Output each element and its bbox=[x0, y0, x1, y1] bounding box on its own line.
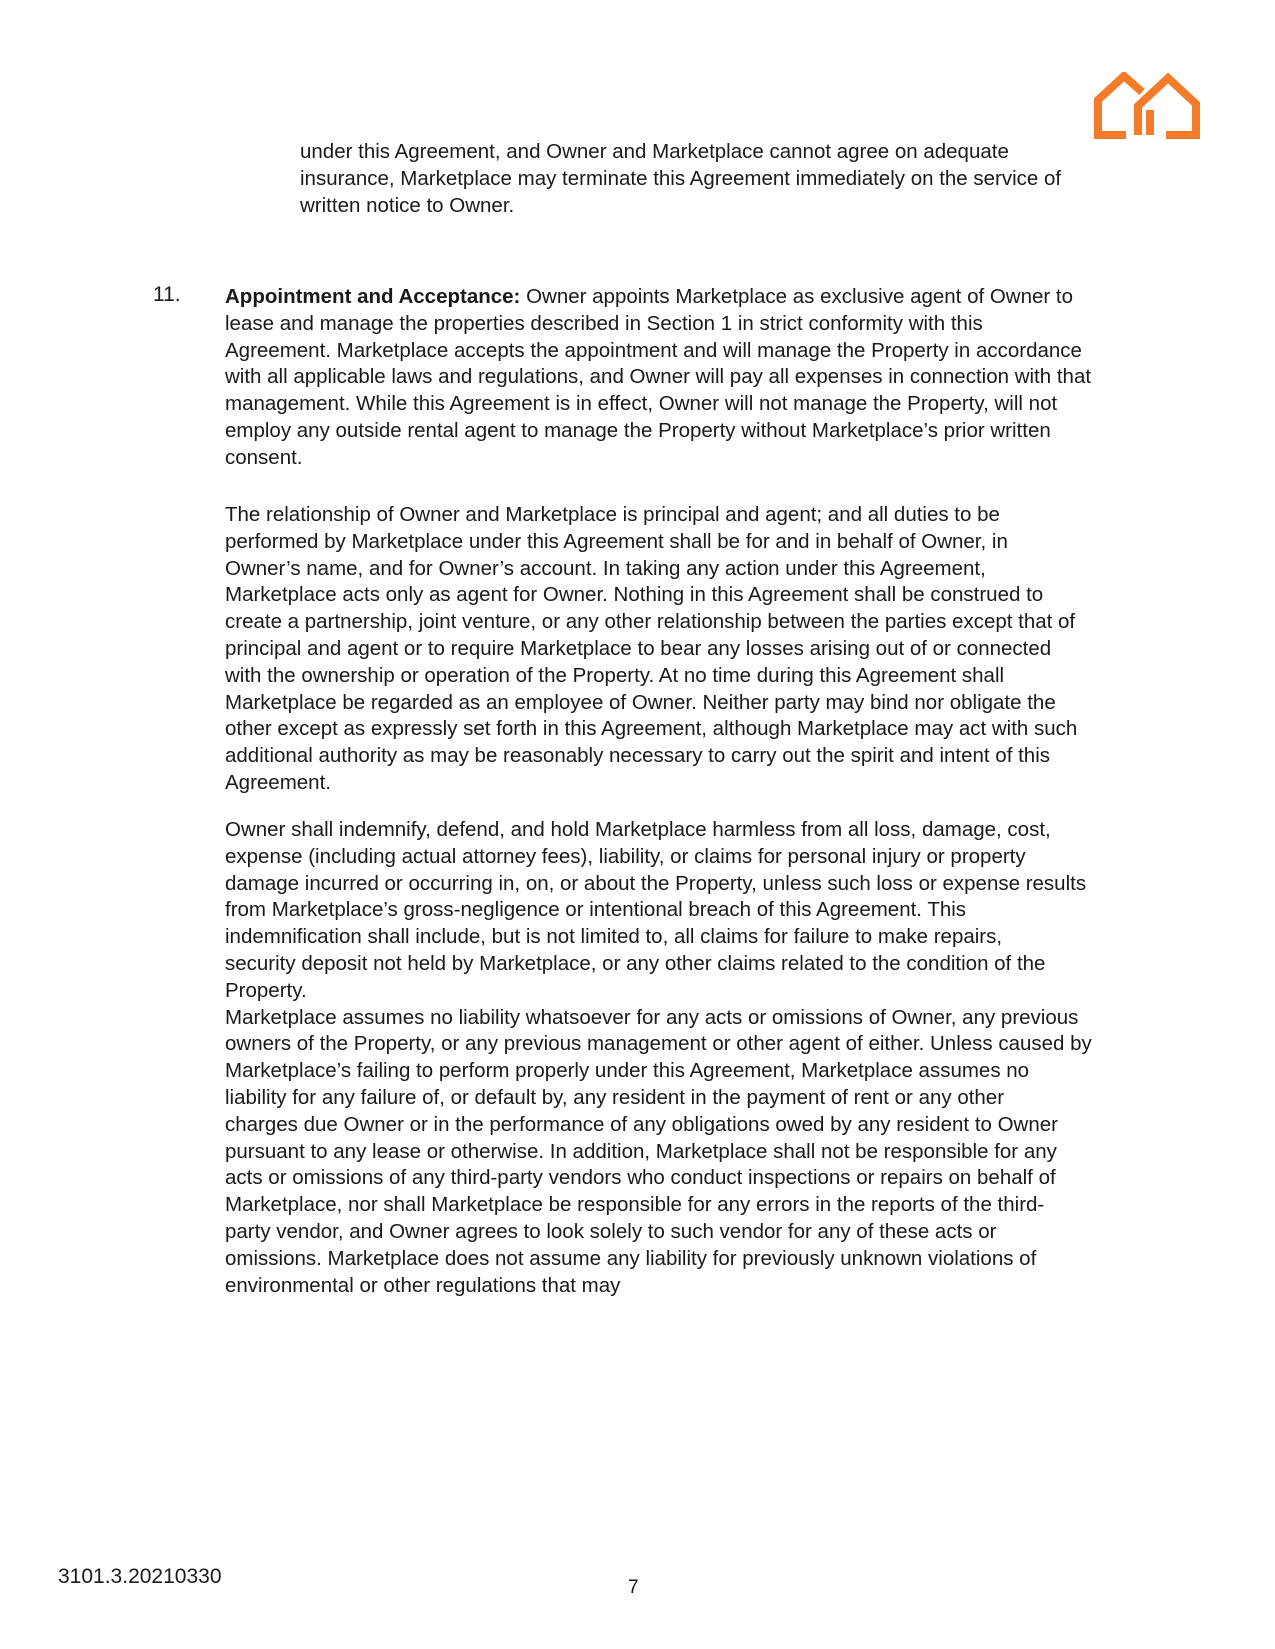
section-11-paragraph-3 bbox=[225, 817, 1092, 1299]
text-line: insurance, Marketplace may terminate this Agreement immediately on the service of bbox=[300, 166, 1062, 190]
text-line: Marketplace assumes no liability whatsoever for any acts or omissions of Owner, any previous bbox=[225, 1005, 1079, 1029]
text-line: indemnification shall include, but is not limited to, all claims for failure to make repairs, bbox=[225, 925, 1003, 949]
text-line: security deposit not held by Marketplace, or any other claims related to the condition of the bbox=[225, 951, 1046, 975]
text-line-rest: Owner appoints Marketplace as exclusive agent of Owner to bbox=[520, 285, 1074, 308]
text-line: pursuant to any lease or otherwise. In addition, Marketplace shall not be responsible for any bbox=[225, 1139, 1057, 1163]
text-line: performed by Marketplace under this Agreement shall be for and in behalf of Owner, in bbox=[225, 529, 1008, 553]
text-line: Agreement. bbox=[225, 770, 331, 794]
text-line: from Marketplace’s gross-negligence or intentional breach of this Agreement. This bbox=[225, 898, 967, 922]
text-line: under this Agreement, and Owner and Marketplace cannot agree on adequate bbox=[300, 140, 1009, 163]
text-line bbox=[225, 284, 1091, 311]
document-id: 3101.3.20210330 bbox=[58, 1565, 222, 1588]
text-line: employ any outside rental agent to manage the Property without Marketplace’s prior written bbox=[225, 418, 1051, 442]
section-heading: Appointment and Acceptance: bbox=[225, 285, 521, 308]
page-number: 7 bbox=[628, 1577, 639, 1598]
text-line: with all applicable laws and regulations, and Owner will pay all expenses in connection with that bbox=[225, 365, 1092, 389]
text-line: Marketplace, nor shall Marketplace be responsible for any errors in the reports of the third- bbox=[225, 1193, 1045, 1217]
house-logo-icon bbox=[1092, 72, 1202, 140]
text-line: other except as expressly set forth in this Agreement, although Marketplace may act with such bbox=[225, 717, 1078, 741]
text-line: Agreement. Marketplace accepts the appointment and will manage the Property in accordance bbox=[225, 338, 1082, 362]
text-line: party vendor, and Owner agrees to look solely to such vendor for any of these acts or bbox=[225, 1219, 997, 1243]
section-number: 11. bbox=[153, 283, 181, 306]
text-line: Owner shall indemnify, defend, and hold Marketplace harmless from all loss, damage, cost, bbox=[225, 818, 1051, 841]
text-line: The relationship of Owner and Marketplace is principal and agent; and all duties to be bbox=[225, 503, 1000, 526]
text-line: charges due Owner or in the performance of any obligations owed by any resident to Owner bbox=[225, 1112, 1058, 1136]
text-line: acts or omissions of any third-party vendors who conduct inspections or repairs on behalf of bbox=[225, 1166, 1056, 1190]
text-line: damage incurred or occurring in, on, or about the Property, unless such loss or expense results bbox=[225, 871, 1087, 895]
continuation-paragraph bbox=[300, 139, 1061, 219]
text-line: with the ownership or operation of the Property. At no time during this Agreement shall bbox=[225, 663, 1005, 687]
text-line: management. While this Agreement is in effect, Owner will not manage the Property, will not bbox=[225, 392, 1058, 416]
text-line: consent. bbox=[225, 445, 303, 469]
text-line: omissions. Marketplace does not assume any liability for previously unknown violations of bbox=[225, 1246, 1037, 1270]
text-line: lease and manage the properties described in Section 1 in strict conformity with this bbox=[225, 311, 983, 335]
text-line: liability for any failure of, or default by, any resident in the payment of rent or any other bbox=[225, 1085, 1005, 1109]
text-line: Owner’s name, and for Owner’s account. In taking any action under this Agreement, bbox=[225, 556, 986, 580]
text-line: owners of the Property, or any previous management or other agent of either. Unless caused by bbox=[225, 1032, 1092, 1056]
text-line: principal and agent or to require Marketplace to bear any losses arising out of or connected bbox=[225, 636, 1052, 660]
text-line: create a partnership, joint venture, or any other relationship between the parties except that of bbox=[225, 610, 1076, 634]
text-line: additional authority as may be reasonably necessary to carry out the spirit and intent of this bbox=[225, 744, 1051, 768]
text-line: Property. bbox=[225, 978, 307, 1002]
text-line: Marketplace be regarded as an employee of Owner. Neither party may bind nor obligate the bbox=[225, 690, 1056, 714]
text-line: environmental or other regulations that may bbox=[225, 1273, 621, 1297]
text-line: Marketplace’s failing to perform properly under this Agreement, Marketplace assumes no bbox=[225, 1059, 1030, 1083]
section-11-paragraph-1 bbox=[225, 284, 1091, 472]
section-11-paragraph-2 bbox=[225, 502, 1077, 797]
text-line: expense (including actual attorney fees), liability, or claims for personal injury or property bbox=[225, 844, 1026, 868]
text-line: written notice to Owner. bbox=[300, 193, 515, 217]
text-line: Marketplace acts only as agent for Owner. Nothing in this Agreement shall be construed to bbox=[225, 583, 1044, 607]
